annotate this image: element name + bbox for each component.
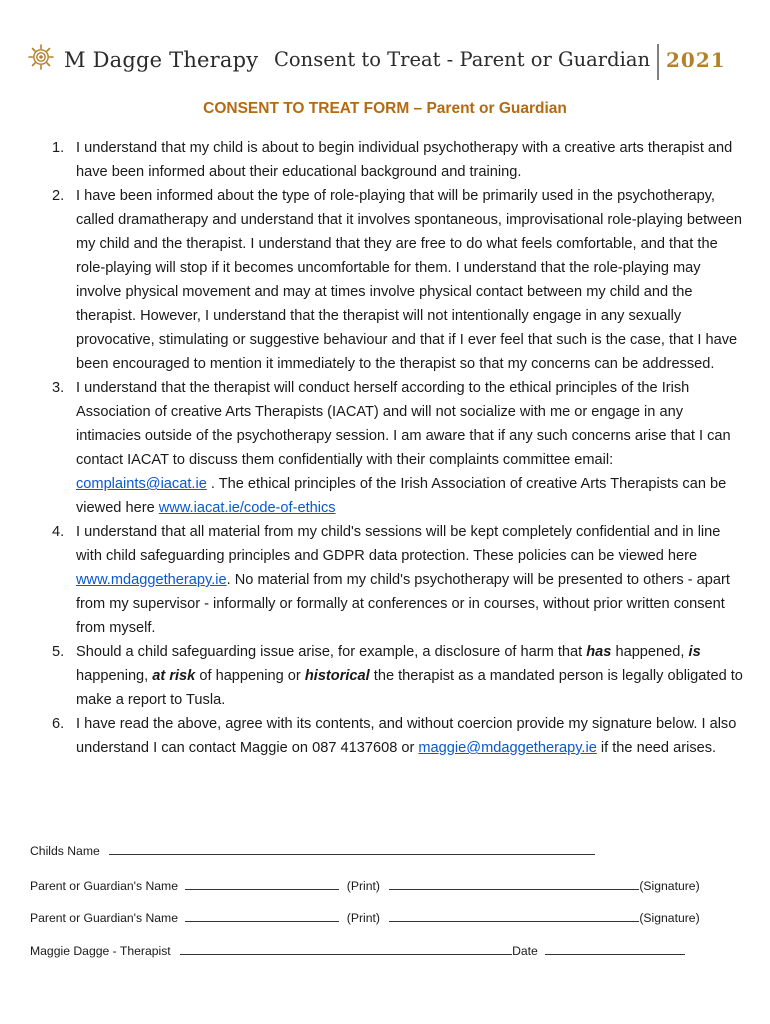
list-item [46, 136, 746, 184]
item-number: 5. [52, 644, 65, 660]
list-item [46, 640, 746, 712]
brand-name: M Dagge Therapy [64, 48, 259, 72]
item-text: . The ethical principles of the Irish Association of creative Arts Therapists can be viewed here [76, 476, 727, 516]
sun-flower-icon [28, 44, 54, 70]
emphasis-historical: historical [304, 668, 370, 684]
complaints-email-link[interactable]: complaints@iacat.ie [76, 476, 207, 492]
emphasis-at-risk: at risk [152, 668, 196, 684]
header-divider [657, 44, 659, 80]
item-text: the therapist as a mandated person is legally obligated to make a report to Tusla. [76, 668, 743, 708]
list-item [46, 520, 746, 640]
emphasis-is: is [688, 644, 701, 660]
guardian-signature-field[interactable] [389, 877, 639, 890]
therapist-label: Maggie Dagge - Therapist [30, 944, 171, 958]
item-text: I understand that all material from my child's sessions will be kept completely confidential and in line with child safeguarding principles and GDPR data protection. These policies can be viewed here [76, 524, 721, 564]
list-item [46, 712, 746, 760]
guardian-name-label: Parent or Guardian's Name [30, 911, 178, 925]
item-number: 4. [52, 524, 65, 540]
emphasis-has: has [586, 644, 612, 660]
guardian-row-2 [30, 909, 700, 925]
guardian-name-field[interactable] [185, 909, 339, 922]
print-label: (Print) [346, 911, 380, 925]
print-label: (Print) [346, 879, 380, 893]
therapist-signature-field[interactable] [180, 942, 512, 955]
item-number: 2. [52, 188, 65, 204]
item-text: I have read the above, agree with its contents, and without coercion provide my signature below. I also understand I can contact Maggie on 087 4137608 or [76, 716, 737, 756]
item-number: 6. [52, 716, 65, 732]
item-text: Should a child safeguarding issue arise, for example, a disclosure of harm that [76, 644, 587, 660]
item-number: 1. [52, 140, 65, 156]
item-text: . No material from my child's psychotherapy will be presented to others - apart from my supervisor - informally or formally at conferences or in courses, without prior written consent from myself. [76, 572, 730, 636]
guardian-signature-field[interactable] [389, 909, 639, 922]
item-text: I have been informed about the type of role-playing that will be primarily used in the psychotherapy, called dramatherapy and understand that it involves spontaneous, improvisational role-playing between my child and the therapist. I understand that they are free to do what feels comfortable, and that the role-playing will stop if it becomes uncomfortable for them. I understand that the role-playing may involve physical movement and may at times involve physical contact between my child and the therapist. However, I understand that the therapist will not intentionally engage in any sexually provocative, stimulating or suggestive behaviour and that if I ever feel that such is the case, that I have been encouraged to mention it immediately to the therapist so that my concerns can be addressed. [76, 188, 743, 372]
item-text: happened, [611, 644, 689, 660]
year-label: 2021 [666, 48, 726, 72]
consent-list [46, 136, 746, 760]
guardian-name-label: Parent or Guardian's Name [30, 879, 178, 893]
form-title: CONSENT TO TREAT FORM – Parent or Guardian [203, 100, 567, 117]
signature-label: (Signature) [639, 879, 700, 893]
signature-label: (Signature) [639, 911, 700, 925]
list-item [46, 184, 746, 376]
page-header [24, 40, 744, 84]
date-field[interactable] [545, 942, 685, 955]
website-link[interactable]: www.mdaggetherapy.ie [76, 572, 227, 588]
document-title: Consent to Treat - Parent or Guardian [274, 48, 651, 71]
childs-name-field[interactable] [109, 842, 595, 855]
item-text: if the need arises. [596, 740, 717, 756]
item-text: I understand that the therapist will conduct herself according to the ethical principles of the Irish Association of creative Arts Therapists (IACAT) and will not socialize with me or engage in any intimacies outside of the psychotherapy session. I am aware that if any such concerns arise that I can contact IACAT to discuss them confidentially with their complaints committee email: [76, 380, 731, 468]
item-number: 3. [52, 380, 65, 396]
therapist-row [30, 942, 685, 958]
childs-name-label: Childs Name [30, 844, 100, 858]
guardian-name-field[interactable] [185, 877, 339, 890]
date-label: Date [512, 944, 538, 958]
guardian-row-1 [30, 877, 700, 893]
item-text: of happening or [195, 668, 305, 684]
childs-name-row [30, 842, 595, 858]
list-item [46, 376, 746, 520]
code-of-ethics-link[interactable]: www.iacat.ie/code-of-ethics [158, 500, 336, 516]
item-text: happening, [76, 668, 153, 684]
item-text: I understand that my child is about to begin individual psychotherapy with a creative arts therapist and have been informed about their educational background and training. [76, 140, 733, 180]
maggie-email-link[interactable]: maggie@mdaggetherapy.ie [418, 740, 597, 756]
